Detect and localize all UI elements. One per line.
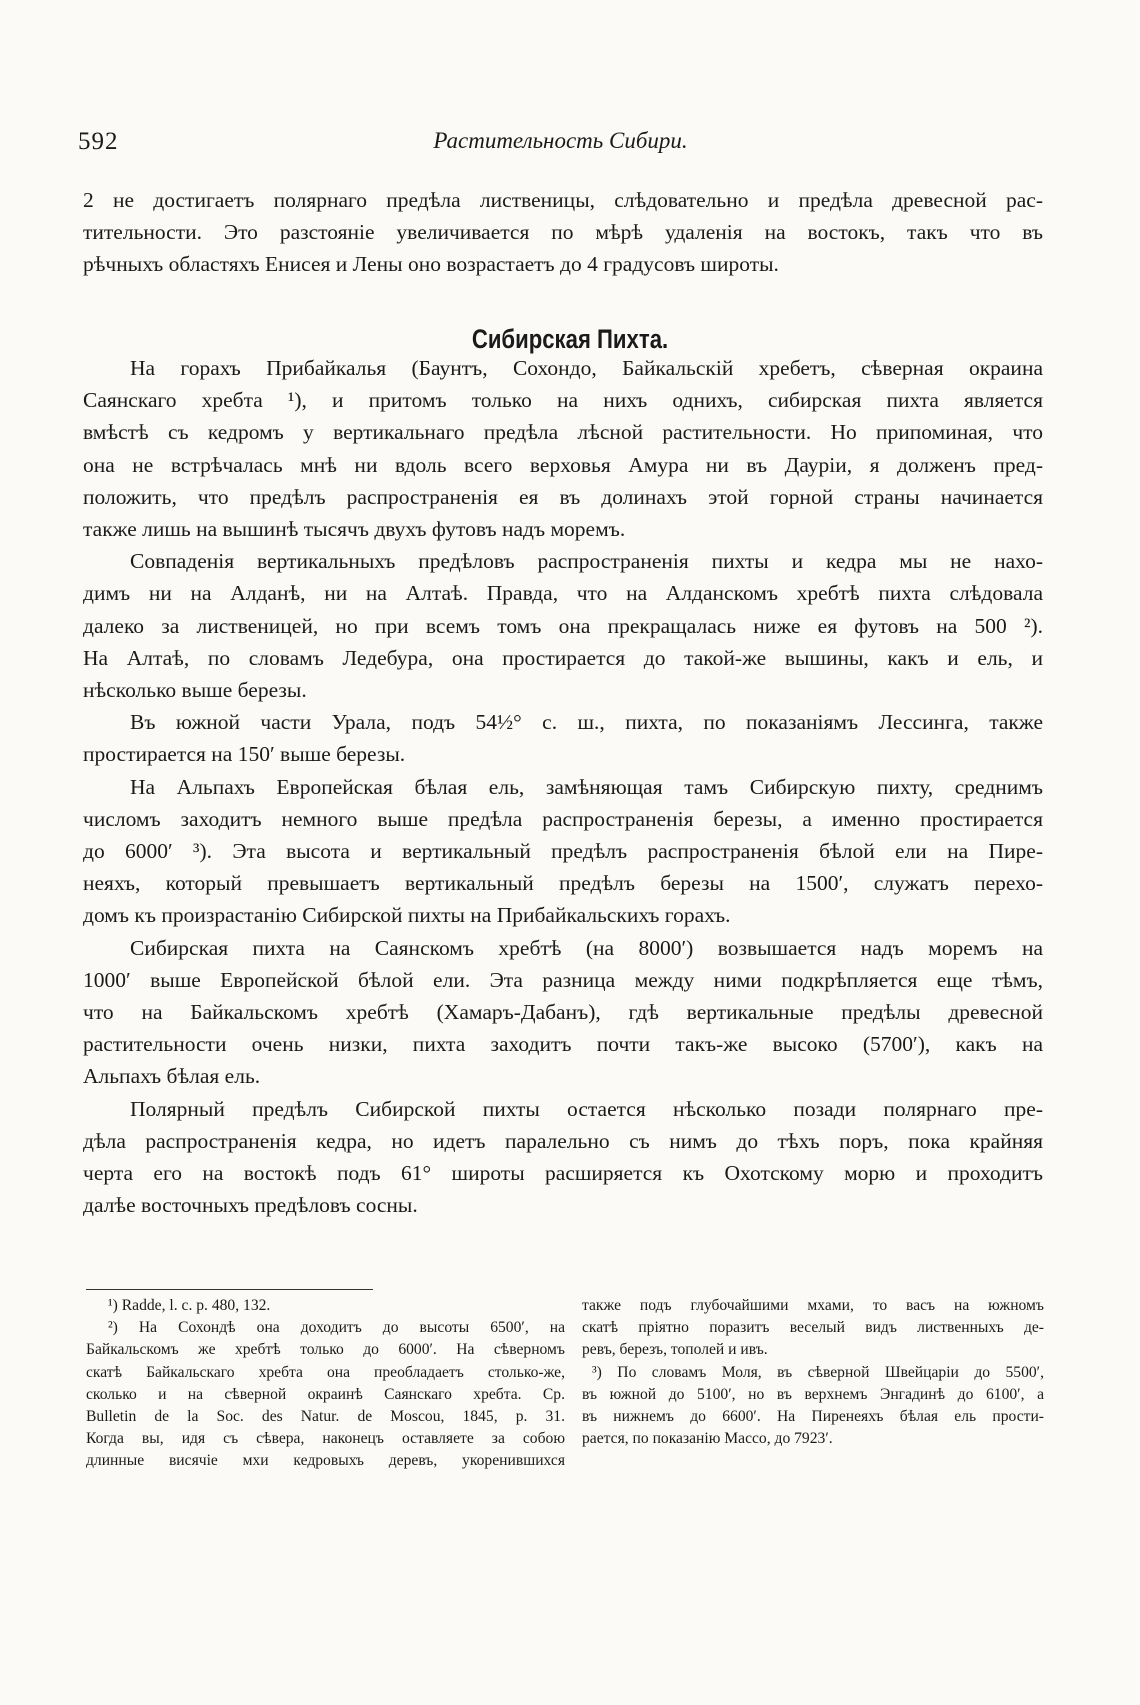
text-line: далеко за лиственицей, но при всемъ томъ она прекращалась ниже ея футовъ на 500 ²). <box>83 613 1043 638</box>
text-line: нѣсколько выше березы. <box>83 678 307 703</box>
text-line: 2 не достигаетъ полярнаго предѣла лиственицы, слѣдовательно и предѣла древесной рас- <box>83 188 1043 212</box>
text-line: Сибирская пихта на Саянскомъ хребтѣ (на 8000′) возвышается надъ моремъ на <box>130 935 1043 960</box>
text-line: Въ южной части Урала, подъ 54½° с. ш., пихта, по показаніямъ Лессинга, также <box>130 710 1043 735</box>
paragraph-6 <box>83 1093 1043 1222</box>
footnote-line: ³) По словамъ Моля, въ сѣверной Швейцаріи до 5500′, <box>592 1363 1044 1381</box>
footnote-line: длинные висячіе мхи кедровыхъ деревъ, укоренившихся <box>86 1452 565 1470</box>
footnote-line: ¹) Radde, l. c. p. 480, 132. <box>108 1297 271 1314</box>
footnote-line: скатѣ Байкальскаго хребта она преобладаетъ столько-же, <box>86 1363 565 1381</box>
section-body <box>83 352 1043 1221</box>
text-line: домъ къ произрастанію Сибирской пихты на Прибайкальскихъ горахъ. <box>83 903 731 928</box>
paragraph-2 <box>83 545 1043 706</box>
footnote-line: Когда вы, идя съ сѣвера, наконецъ оставляете за собою <box>86 1430 565 1448</box>
paragraph-4 <box>83 771 1043 932</box>
footnote-line: скатѣ пріятно поразитъ веселый видъ лиственныхъ де- <box>582 1319 1044 1337</box>
footnote-rule <box>86 1289 373 1290</box>
footnote-line: въ нижнемъ до 6600′. На Пиренеяхъ бѣлая ель прости- <box>582 1408 1044 1426</box>
text-line: Саянскаго хребта ¹), и притомъ только на нихъ однихъ, сибирская пихта является <box>83 388 1043 413</box>
text-line: неяхъ, который превышаетъ вертикальный предѣлъ березы на 1500′, служатъ перехо- <box>83 871 1043 896</box>
paragraph-5 <box>83 932 1043 1093</box>
text-line: черта его на востокѣ подъ 61° широты расширяется къ Охотскому морю и проходитъ <box>83 1161 1043 1186</box>
text-line: 1000′ выше Европейской бѣлой ели. Эта разница между ними подкрѣпляется еще тѣмъ, <box>83 967 1043 992</box>
footnote-line: сколько и на сѣверной окраинѣ Саянскаго хребта. Ср. <box>86 1385 565 1403</box>
paragraph-1 <box>83 352 1043 545</box>
footnote-line: Bulletin de la Soc. des Natur. de Moscou, 1845, p. 31. <box>86 1408 565 1426</box>
page-number: 592 <box>78 128 119 155</box>
text-line: растительности очень низки, пихта заходитъ почти такъ-же высоко (5700′), какъ на <box>83 1032 1043 1057</box>
footnote-line: ²) На Сохондѣ она доходитъ до высоты 6500′, на <box>108 1319 565 1337</box>
footnote-line: ревъ, березъ, тополей и ивъ. <box>582 1341 768 1359</box>
text-line: тительности. Это разстояніе увеличивается по мѣрѣ удаленія на востокъ, такъ что въ <box>83 220 1043 245</box>
text-line: димъ ни на Алданѣ, ни на Алтаѣ. Правда, что на Алданскомъ хребтѣ пихта слѣдовала <box>83 581 1043 606</box>
footnote-line: Байкальскомъ же хребтѣ только до 6000′. На сѣверномъ <box>86 1341 565 1359</box>
footnotes-right-column <box>582 1295 1044 1450</box>
text-line: числомъ заходитъ немного выше предѣла распространенія березы, а именно простирается <box>83 806 1043 831</box>
text-line: до 6000′ ³). Эта высота и вертикальный предѣлъ распространенія бѣлой ели на Пире- <box>83 839 1043 864</box>
text-line: положить, что предѣлъ распространенія ея въ долинахъ этой горной страны начинается <box>83 484 1043 509</box>
text-line: На Алтаѣ, по словамъ Ледебура, она простирается до такой-же вышины, какъ и ель, и <box>83 645 1043 670</box>
footnote-line: также подъ глубочайшими мхами, то васъ на южномъ <box>582 1297 1044 1314</box>
text-line: также лишь на вышинѣ тысячъ двухъ футовъ надъ моремъ. <box>83 517 626 542</box>
text-line: она не встрѣчалась мнѣ ни вдоль всего верховья Амура ни въ Дауріи, я долженъ пред- <box>83 452 1043 477</box>
text-line: Совпаденія вертикальныхъ предѣловъ распространенія пихты и кедра мы не нахо- <box>130 549 1043 574</box>
section-title: Сибирская Пихта. <box>471 324 669 354</box>
text-line: что на Байкальскомъ хребтѣ (Хамаръ-Дабанъ), гдѣ вертикальные предѣлы древесной <box>83 1000 1043 1025</box>
page-header <box>78 128 1043 158</box>
running-title: Растительность Сибири. <box>433 128 688 153</box>
text-line: Полярный предѣлъ Сибирской пихты остается нѣсколько позади полярнаго пре- <box>130 1096 1043 1121</box>
text-line: рѣчныхъ областяхъ Енисея и Лены оно возрастаетъ до 4 градусовъ широты. <box>83 252 779 277</box>
footnote-line: рается, по показанію Массо, до 7923′. <box>582 1430 833 1448</box>
footnotes-left-column <box>86 1295 565 1473</box>
text-line: Альпахъ бѣлая ель. <box>83 1064 261 1089</box>
text-line: дѣла распространенія кедра, но идетъ паралельно съ нимъ до тѣхъ поръ, пока крайняя <box>83 1128 1043 1153</box>
main-text <box>83 184 1043 281</box>
text-line: простирается на 150′ выше березы. <box>83 742 406 767</box>
intro-paragraph <box>83 184 1043 281</box>
paragraph-3 <box>83 706 1043 770</box>
text-line: На Альпахъ Европейская бѣлая ель, замѣняющая тамъ Сибирскую пихту, среднимъ <box>130 774 1043 799</box>
text-line: вмѣстѣ съ кедромъ у вертикальнаго предѣла лѣсной растительности. Но припоминая, что <box>83 420 1043 445</box>
footnote-line: въ южной до 5100′, но въ верхнемъ Энгадинѣ до 6100′, а <box>582 1385 1044 1403</box>
text-line: На горахъ Прибайкалья (Баунтъ, Сохондо, Байкальскій хребетъ, сѣверная окраина <box>130 356 1043 380</box>
text-line: далѣе восточныхъ предѣловъ сосны. <box>83 1193 418 1218</box>
